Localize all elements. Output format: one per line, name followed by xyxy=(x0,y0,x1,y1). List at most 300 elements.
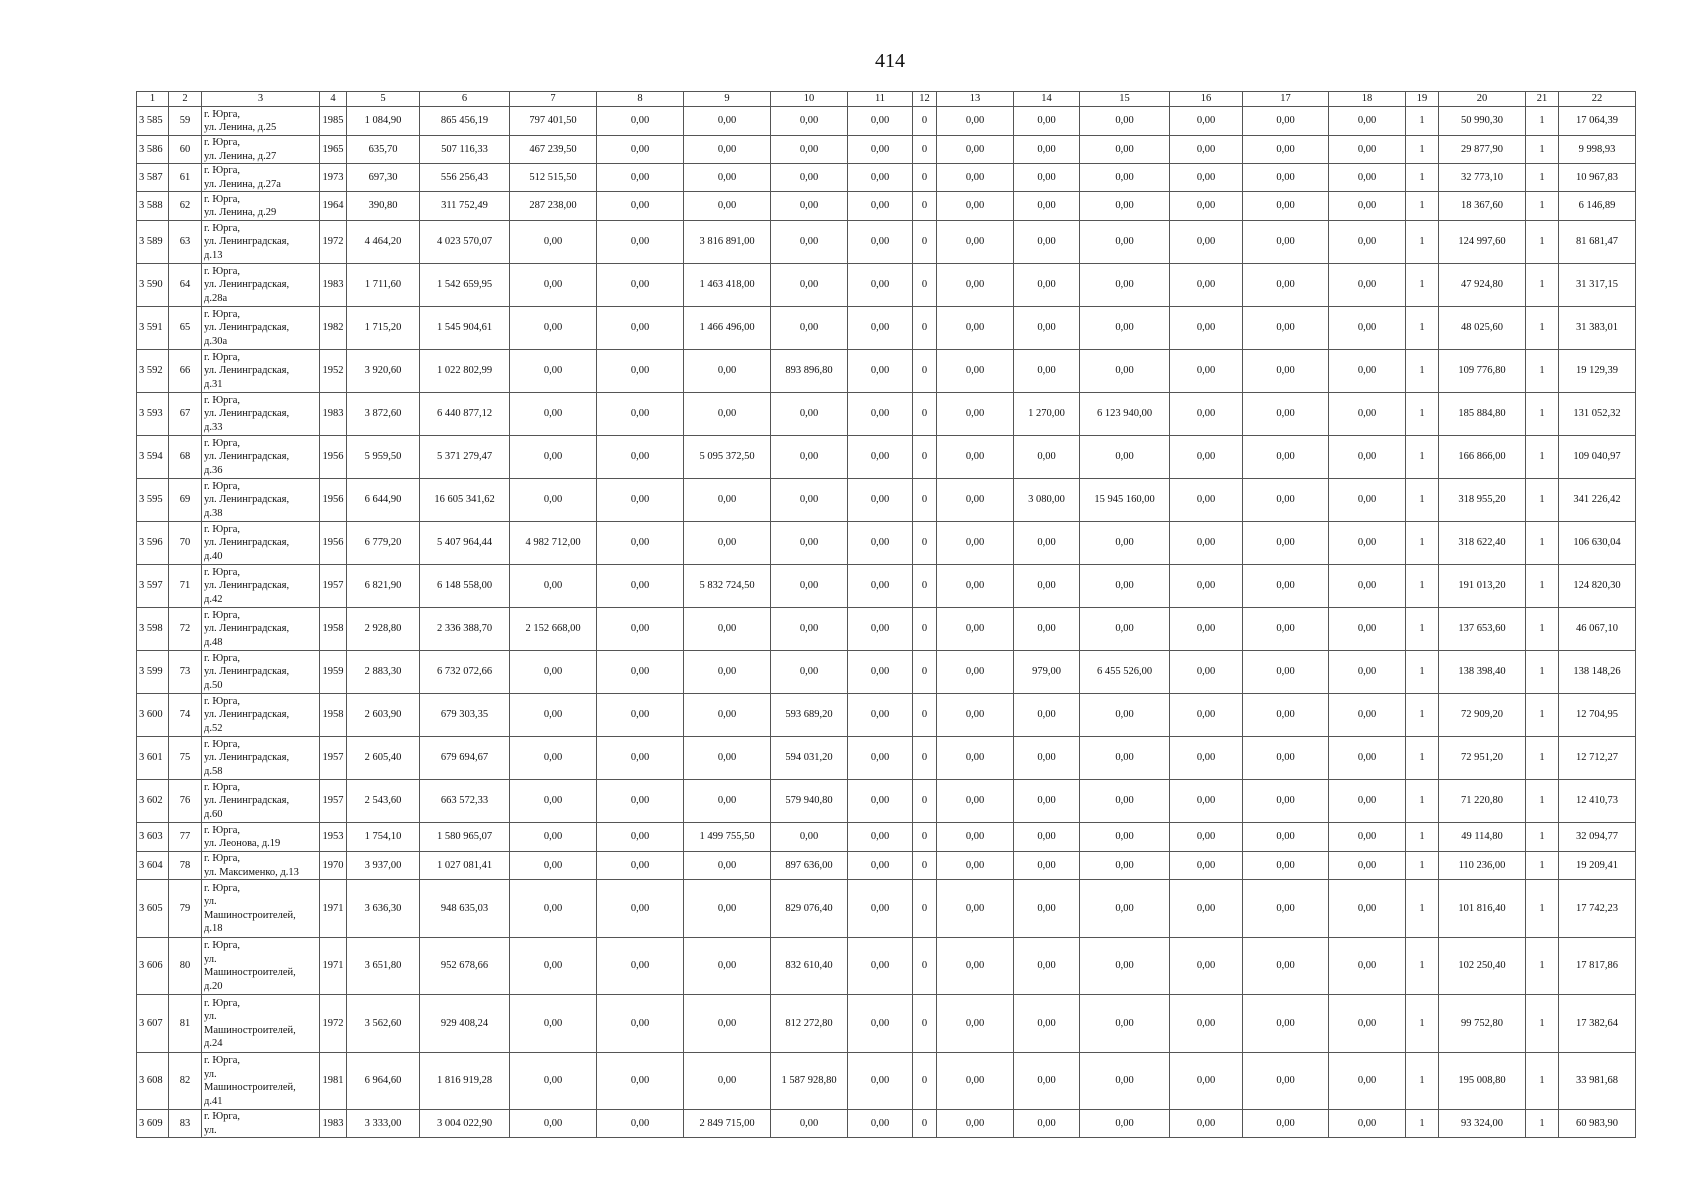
table-cell: 50 990,30 xyxy=(1439,107,1526,136)
table-cell: 0,00 xyxy=(1014,780,1080,823)
table-cell: 0,00 xyxy=(597,694,684,737)
table-cell: 1972 xyxy=(320,221,347,264)
table-cell: 0,00 xyxy=(848,192,913,221)
table-cell: 76 xyxy=(169,780,202,823)
table-cell: 3 080,00 xyxy=(1014,479,1080,522)
page-number: 414 xyxy=(875,50,905,72)
table-cell: 0,00 xyxy=(771,264,848,307)
table-cell: 0,00 xyxy=(771,221,848,264)
table-cell: 12 410,73 xyxy=(1559,780,1636,823)
table-cell: 0 xyxy=(913,192,937,221)
table-cell: 66 xyxy=(169,350,202,393)
table-cell: 0,00 xyxy=(510,264,597,307)
table-cell: 0,00 xyxy=(1014,107,1080,136)
table-cell: 0,00 xyxy=(771,651,848,694)
table-cell: 3 651,80 xyxy=(347,938,420,995)
table-cell: 3 937,00 xyxy=(347,852,420,880)
table-cell: 829 076,40 xyxy=(771,880,848,938)
table-cell: 0,00 xyxy=(1329,479,1406,522)
table-cell: 5 407 964,44 xyxy=(420,522,510,565)
table-cell: 106 630,04 xyxy=(1559,522,1636,565)
table-cell: 1 xyxy=(1526,164,1559,192)
table-cell: 47 924,80 xyxy=(1439,264,1526,307)
table-cell: 0,00 xyxy=(1080,192,1170,221)
table-cell: 1 xyxy=(1406,136,1439,164)
table-cell: 1970 xyxy=(320,852,347,880)
table-row xyxy=(137,192,1636,221)
table-cell: 0,00 xyxy=(848,608,913,651)
table-cell: 0,00 xyxy=(1329,852,1406,880)
table-cell: 1 xyxy=(1526,651,1559,694)
table-cell: 556 256,43 xyxy=(420,164,510,192)
table-cell: 0,00 xyxy=(848,1110,913,1138)
table-cell: 124 997,60 xyxy=(1439,221,1526,264)
table-cell: 0,00 xyxy=(510,780,597,823)
table-cell: 1985 xyxy=(320,107,347,136)
table-cell: 0,00 xyxy=(937,1053,1014,1110)
table-row xyxy=(137,737,1636,780)
table-row xyxy=(137,264,1636,307)
table-cell: 3 586 xyxy=(137,136,169,164)
table-cell: 166 866,00 xyxy=(1439,436,1526,479)
column-number-21: 21 xyxy=(1526,92,1559,107)
column-number-11: 11 xyxy=(848,92,913,107)
table-cell: 0,00 xyxy=(597,565,684,608)
table-cell: 0,00 xyxy=(684,938,771,995)
table-cell: 0 xyxy=(913,1110,937,1138)
table-cell: 0,00 xyxy=(848,651,913,694)
table-cell: 512 515,50 xyxy=(510,164,597,192)
table-cell: 0,00 xyxy=(684,1053,771,1110)
table-cell: 0,00 xyxy=(1014,823,1080,852)
table-cell: 1 xyxy=(1406,823,1439,852)
table-cell: 0,00 xyxy=(1170,852,1243,880)
column-number-17: 17 xyxy=(1243,92,1329,107)
table-cell: 1 xyxy=(1526,880,1559,938)
table-cell: 0,00 xyxy=(1329,264,1406,307)
table-cell: 3 608 xyxy=(137,1053,169,1110)
table-cell: 0,00 xyxy=(1329,823,1406,852)
table-cell: 0,00 xyxy=(1170,565,1243,608)
table-cell: 0,00 xyxy=(510,880,597,938)
table-cell: 19 209,41 xyxy=(1559,852,1636,880)
table-cell: 0,00 xyxy=(848,1053,913,1110)
table-cell: 0,00 xyxy=(1243,938,1329,995)
table-cell: 3 601 xyxy=(137,737,169,780)
table-cell: 3 585 xyxy=(137,107,169,136)
table-cell: 0,00 xyxy=(937,737,1014,780)
address-cell: г. Юрга, ул. Леонова, д.19 xyxy=(202,823,320,852)
table-cell: 0,00 xyxy=(1329,522,1406,565)
table-cell: 0,00 xyxy=(937,264,1014,307)
table-cell: 71 220,80 xyxy=(1439,780,1526,823)
table-cell: 1959 xyxy=(320,651,347,694)
column-number-5: 5 xyxy=(347,92,420,107)
table-cell: 0,00 xyxy=(848,107,913,136)
table-cell: 5 371 279,47 xyxy=(420,436,510,479)
table-cell: 318 622,40 xyxy=(1439,522,1526,565)
address-cell: г. Юрга, ул. Ленинградская, д.28а xyxy=(202,264,320,307)
table-cell: 3 609 xyxy=(137,1110,169,1138)
table-row xyxy=(137,938,1636,995)
table-cell: 0,00 xyxy=(597,880,684,938)
table-cell: 5 095 372,50 xyxy=(684,436,771,479)
table-cell: 0,00 xyxy=(1014,436,1080,479)
table-cell: 0,00 xyxy=(937,608,1014,651)
table-cell: 1973 xyxy=(320,164,347,192)
table-cell: 185 884,80 xyxy=(1439,393,1526,436)
table-cell: 0,00 xyxy=(1080,737,1170,780)
table-cell: 0,00 xyxy=(848,565,913,608)
table-cell: 1 xyxy=(1526,479,1559,522)
table-cell: 0,00 xyxy=(1329,136,1406,164)
table-cell: 6 964,60 xyxy=(347,1053,420,1110)
table-cell: 0 xyxy=(913,852,937,880)
table-cell: 110 236,00 xyxy=(1439,852,1526,880)
table-cell: 0,00 xyxy=(1243,852,1329,880)
table-cell: 17 382,64 xyxy=(1559,995,1636,1053)
table-cell: 1 545 904,61 xyxy=(420,307,510,350)
table-cell: 0,00 xyxy=(937,136,1014,164)
table-cell: 191 013,20 xyxy=(1439,565,1526,608)
table-cell: 1 466 496,00 xyxy=(684,307,771,350)
column-number-4: 4 xyxy=(320,92,347,107)
table-cell: 0,00 xyxy=(937,393,1014,436)
table-cell: 0,00 xyxy=(1329,651,1406,694)
table-cell: 0,00 xyxy=(1014,164,1080,192)
table-cell: 0,00 xyxy=(848,479,913,522)
column-number-14: 14 xyxy=(1014,92,1080,107)
table-cell: 0,00 xyxy=(1170,522,1243,565)
table-cell: 0,00 xyxy=(937,479,1014,522)
table-cell: 0,00 xyxy=(1080,565,1170,608)
table-cell: 0,00 xyxy=(597,1053,684,1110)
table-cell: 3 597 xyxy=(137,565,169,608)
table-cell: 0,00 xyxy=(1243,192,1329,221)
table-cell: 0,00 xyxy=(937,651,1014,694)
table-cell: 0,00 xyxy=(1243,780,1329,823)
table-cell: 0,00 xyxy=(1243,694,1329,737)
table-cell: 0 xyxy=(913,393,937,436)
table-cell: 0,00 xyxy=(684,393,771,436)
table-cell: 0,00 xyxy=(1329,938,1406,995)
table-cell: 12 704,95 xyxy=(1559,694,1636,737)
table-cell: 6 148 558,00 xyxy=(420,565,510,608)
table-cell: 1 xyxy=(1526,393,1559,436)
table-cell: 0,00 xyxy=(597,823,684,852)
table-cell: 2 849 715,00 xyxy=(684,1110,771,1138)
table-cell: 0,00 xyxy=(1329,164,1406,192)
table-cell: 0,00 xyxy=(771,107,848,136)
table-cell: 0,00 xyxy=(684,192,771,221)
table-row xyxy=(137,436,1636,479)
column-number-10: 10 xyxy=(771,92,848,107)
table-cell: 0,00 xyxy=(684,737,771,780)
table-cell: 0,00 xyxy=(597,107,684,136)
column-number-9: 9 xyxy=(684,92,771,107)
table-cell: 0,00 xyxy=(510,995,597,1053)
table-cell: 0,00 xyxy=(684,995,771,1053)
table-cell: 1983 xyxy=(320,1110,347,1138)
table-cell: 0,00 xyxy=(597,436,684,479)
table-cell: 3 004 022,90 xyxy=(420,1110,510,1138)
table-cell: 61 xyxy=(169,164,202,192)
table-cell: 0,00 xyxy=(1170,938,1243,995)
table-cell: 0,00 xyxy=(1080,938,1170,995)
table-row xyxy=(137,823,1636,852)
table-cell: 0,00 xyxy=(1329,880,1406,938)
table-cell: 0,00 xyxy=(1014,307,1080,350)
table-cell: 0,00 xyxy=(937,107,1014,136)
table-cell: 0,00 xyxy=(1014,995,1080,1053)
table-cell: 93 324,00 xyxy=(1439,1110,1526,1138)
table-cell: 3 920,60 xyxy=(347,350,420,393)
table-cell: 0,00 xyxy=(1243,479,1329,522)
table-cell: 82 xyxy=(169,1053,202,1110)
table-cell: 0,00 xyxy=(1080,852,1170,880)
table-row xyxy=(137,350,1636,393)
table-cell: 341 226,42 xyxy=(1559,479,1636,522)
table-cell: 663 572,33 xyxy=(420,780,510,823)
table-row xyxy=(137,522,1636,565)
table-cell: 0,00 xyxy=(1243,264,1329,307)
table-cell: 195 008,80 xyxy=(1439,1053,1526,1110)
table-row xyxy=(137,479,1636,522)
table-cell: 0,00 xyxy=(1014,522,1080,565)
table-cell: 4 982 712,00 xyxy=(510,522,597,565)
table-cell: 579 940,80 xyxy=(771,780,848,823)
table-cell: 0,00 xyxy=(1243,737,1329,780)
table-cell: 0,00 xyxy=(1329,221,1406,264)
address-cell: г. Юрга, ул. Ленинградская, д.60 xyxy=(202,780,320,823)
address-cell: г. Юрга, ул. Ленина, д.27а xyxy=(202,164,320,192)
table-cell: 1 xyxy=(1406,264,1439,307)
table-cell: 83 xyxy=(169,1110,202,1138)
table-cell: 1956 xyxy=(320,479,347,522)
table-cell: 0,00 xyxy=(510,823,597,852)
table-cell: 1 499 755,50 xyxy=(684,823,771,852)
table-cell: 48 025,60 xyxy=(1439,307,1526,350)
table-cell: 17 742,23 xyxy=(1559,880,1636,938)
address-cell: г. Юрга, ул. Машиностроителей, д.41 xyxy=(202,1053,320,1110)
table-cell: 0,00 xyxy=(848,221,913,264)
table-cell: 32 094,77 xyxy=(1559,823,1636,852)
table-cell: 1 xyxy=(1406,780,1439,823)
table-cell: 3 816 891,00 xyxy=(684,221,771,264)
address-cell: г. Юрга, ул. Ленина, д.29 xyxy=(202,192,320,221)
column-number-18: 18 xyxy=(1329,92,1406,107)
table-cell: 17 064,39 xyxy=(1559,107,1636,136)
table-cell: 3 636,30 xyxy=(347,880,420,938)
table-cell: 73 xyxy=(169,651,202,694)
table-cell: 0,00 xyxy=(937,522,1014,565)
table-cell: 0,00 xyxy=(1170,221,1243,264)
table-cell: 0,00 xyxy=(1170,880,1243,938)
table-cell: 0 xyxy=(913,221,937,264)
table-cell: 0,00 xyxy=(771,479,848,522)
table-cell: 4 464,20 xyxy=(347,221,420,264)
table-cell: 6 440 877,12 xyxy=(420,393,510,436)
table-cell: 81 681,47 xyxy=(1559,221,1636,264)
table-cell: 102 250,40 xyxy=(1439,938,1526,995)
table-cell: 0,00 xyxy=(937,565,1014,608)
table-cell: 0,00 xyxy=(771,823,848,852)
table-cell: 1 xyxy=(1526,938,1559,995)
table-row xyxy=(137,1110,1636,1138)
table-cell: 0,00 xyxy=(771,393,848,436)
table-cell: 0,00 xyxy=(1170,780,1243,823)
table-cell: 0,00 xyxy=(937,938,1014,995)
table-cell: 0,00 xyxy=(1080,221,1170,264)
table-cell: 15 945 160,00 xyxy=(1080,479,1170,522)
table-cell: 0,00 xyxy=(597,651,684,694)
table-cell: 0,00 xyxy=(937,350,1014,393)
table-body xyxy=(137,107,1636,1138)
table-cell: 1 xyxy=(1526,264,1559,307)
table-cell: 865 456,19 xyxy=(420,107,510,136)
table-cell: 49 114,80 xyxy=(1439,823,1526,852)
table-cell: 0,00 xyxy=(1014,1053,1080,1110)
column-number-1: 1 xyxy=(137,92,169,107)
table-cell: 0,00 xyxy=(937,780,1014,823)
table-row xyxy=(137,307,1636,350)
table-cell: 0,00 xyxy=(510,393,597,436)
table-cell: 0,00 xyxy=(1170,192,1243,221)
table-cell: 0,00 xyxy=(1014,1110,1080,1138)
table-cell: 32 773,10 xyxy=(1439,164,1526,192)
table-cell: 507 116,33 xyxy=(420,136,510,164)
table-cell: 3 592 xyxy=(137,350,169,393)
table-cell: 0,00 xyxy=(771,164,848,192)
address-cell: г. Юрга, ул. Ленинградская, д.30а xyxy=(202,307,320,350)
table-cell: 1 022 802,99 xyxy=(420,350,510,393)
table-cell: 1957 xyxy=(320,780,347,823)
address-cell: г. Юрга, ул. Ленинградская, д.48 xyxy=(202,608,320,651)
table-cell: 72 909,20 xyxy=(1439,694,1526,737)
table-cell: 1 816 919,28 xyxy=(420,1053,510,1110)
table-cell: 0,00 xyxy=(597,737,684,780)
table-cell: 18 367,60 xyxy=(1439,192,1526,221)
table-cell: 74 xyxy=(169,694,202,737)
table-cell: 0 xyxy=(913,136,937,164)
table-cell: 0,00 xyxy=(1329,107,1406,136)
address-cell: г. Юрга, ул. Ленина, д.25 xyxy=(202,107,320,136)
address-cell: г. Юрга, ул. Ленинградская, д.52 xyxy=(202,694,320,737)
table-cell: 1 xyxy=(1406,107,1439,136)
table-cell: 0,00 xyxy=(1329,608,1406,651)
table-cell: 0 xyxy=(913,651,937,694)
address-cell: г. Юрга, ул. Ленинградская, д.36 xyxy=(202,436,320,479)
table-cell: 0,00 xyxy=(1243,880,1329,938)
table-cell: 69 xyxy=(169,479,202,522)
table-cell: 0,00 xyxy=(1329,350,1406,393)
table-cell: 0,00 xyxy=(684,164,771,192)
table-cell: 0,00 xyxy=(1014,350,1080,393)
table-cell: 0,00 xyxy=(1243,1053,1329,1110)
table-cell: 0,00 xyxy=(937,694,1014,737)
table-cell: 31 317,15 xyxy=(1559,264,1636,307)
table-cell: 0,00 xyxy=(597,136,684,164)
table-cell: 0,00 xyxy=(848,995,913,1053)
column-number-row xyxy=(137,92,1636,107)
table-cell: 0,00 xyxy=(771,565,848,608)
table-cell: 0,00 xyxy=(937,852,1014,880)
column-number-19: 19 xyxy=(1406,92,1439,107)
table-cell: 0,00 xyxy=(510,651,597,694)
table-cell: 0,00 xyxy=(1329,737,1406,780)
table-cell: 0,00 xyxy=(1170,608,1243,651)
table-cell: 137 653,60 xyxy=(1439,608,1526,651)
table-cell: 1 542 659,95 xyxy=(420,264,510,307)
table-cell: 0,00 xyxy=(597,995,684,1053)
table-cell: 0,00 xyxy=(510,1053,597,1110)
table-cell: 2 883,30 xyxy=(347,651,420,694)
table-cell: 0,00 xyxy=(1243,107,1329,136)
table-cell: 0,00 xyxy=(1014,938,1080,995)
table-cell: 62 xyxy=(169,192,202,221)
table-cell: 0,00 xyxy=(1080,436,1170,479)
table-cell: 1 xyxy=(1406,192,1439,221)
table-cell: 0,00 xyxy=(771,436,848,479)
table-cell: 679 303,35 xyxy=(420,694,510,737)
table-cell: 1 xyxy=(1526,107,1559,136)
table-cell: 0,00 xyxy=(937,1110,1014,1138)
table-cell: 0,00 xyxy=(848,737,913,780)
table-cell: 679 694,67 xyxy=(420,737,510,780)
table-cell: 3 602 xyxy=(137,780,169,823)
table-cell: 0,00 xyxy=(1329,192,1406,221)
table-cell: 99 752,80 xyxy=(1439,995,1526,1053)
table-cell: 0,00 xyxy=(1329,1110,1406,1138)
table-cell: 697,30 xyxy=(347,164,420,192)
table-cell: 46 067,10 xyxy=(1559,608,1636,651)
table-cell: 1981 xyxy=(320,1053,347,1110)
table-cell: 1 270,00 xyxy=(1014,393,1080,436)
table-cell: 1956 xyxy=(320,436,347,479)
table-cell: 979,00 xyxy=(1014,651,1080,694)
table-cell: 390,80 xyxy=(347,192,420,221)
table-cell: 0,00 xyxy=(1243,565,1329,608)
table-cell: 0,00 xyxy=(684,608,771,651)
table-cell: 0,00 xyxy=(937,192,1014,221)
table-cell: 63 xyxy=(169,221,202,264)
table-cell: 0,00 xyxy=(597,852,684,880)
table-cell: 0,00 xyxy=(684,780,771,823)
column-number-7: 7 xyxy=(510,92,597,107)
table-cell: 3 595 xyxy=(137,479,169,522)
table-cell: 109 040,97 xyxy=(1559,436,1636,479)
table-cell: 0 xyxy=(913,479,937,522)
table-cell: 1952 xyxy=(320,350,347,393)
table-cell: 1 xyxy=(1526,307,1559,350)
table-cell: 0,00 xyxy=(1080,694,1170,737)
table-cell: 0,00 xyxy=(1080,307,1170,350)
table-cell: 0,00 xyxy=(1014,264,1080,307)
table-cell: 0,00 xyxy=(1170,436,1243,479)
table-cell: 0,00 xyxy=(848,852,913,880)
table-cell: 0,00 xyxy=(1243,651,1329,694)
table-cell: 10 967,83 xyxy=(1559,164,1636,192)
table-cell: 0,00 xyxy=(848,264,913,307)
table-cell: 1 xyxy=(1526,608,1559,651)
table-cell: 0,00 xyxy=(510,565,597,608)
table-cell: 0,00 xyxy=(848,938,913,995)
table-cell: 0,00 xyxy=(1243,307,1329,350)
table-cell: 0,00 xyxy=(1014,136,1080,164)
table-cell: 1 xyxy=(1406,608,1439,651)
table-cell: 1983 xyxy=(320,393,347,436)
table-cell: 0,00 xyxy=(597,192,684,221)
